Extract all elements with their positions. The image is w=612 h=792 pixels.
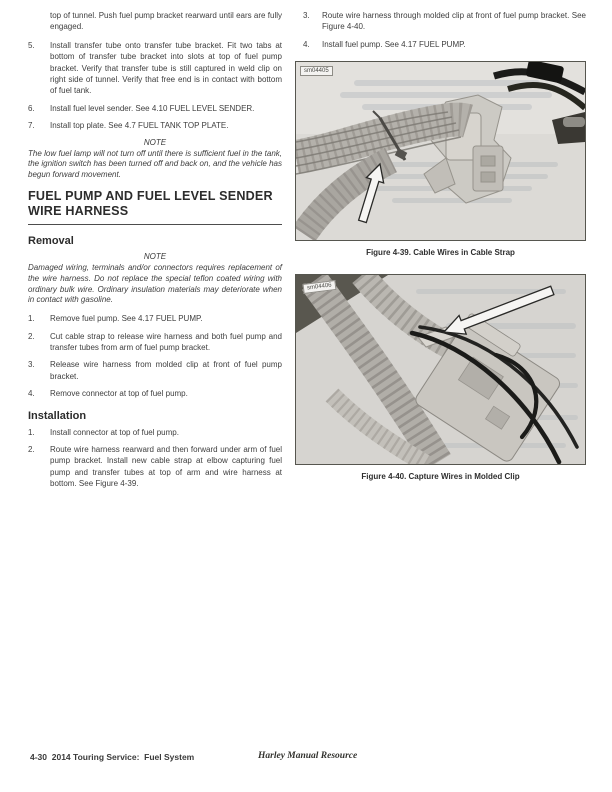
installation-step-2 (28, 444, 282, 490)
note-damaged-wiring: Damaged wiring, terminals and/or connectors requires replacement of the wire harness. Do not replace the special teflon coated wiring with ordinary bulk wire. Ordinary insulation materials may deteriorate when in contact with gasoline. (28, 263, 282, 305)
step-text: Route wire harness rearward and then forward under arm of fuel pump bracket. Install new cable strap at elbow capturing fuel pump and transfer tubes at top of arm and wire harness at bottom. See Figure 4-39. (50, 445, 282, 489)
removal-step-3 (28, 359, 282, 382)
step-text: Install transfer tube onto transfer tube bracket. Fit two tabs at bottom of transfer tube bracket into slots at top of fuel pump bracket. Verify that transfer tube is still captured in weld clip on right side of tunnel. Verify that free end is in contact with bottom of fuel tank. (50, 40, 282, 96)
step-continuation-paragraph: top of tunnel. Push fuel pump bracket rearward until ears are fully engaged. (50, 11, 282, 32)
removal-heading: Removal (28, 235, 74, 248)
step-text: Install fuel level sender. See 4.10 FUEL LEVEL SENDER. (50, 103, 255, 113)
figure-4-39-caption: Figure 4-39. Cable Wires in Cable Strap (366, 248, 515, 258)
left-column (28, 10, 282, 496)
install-step-5 (28, 40, 282, 97)
step-text: Remove connector at top of fuel pump. (50, 389, 188, 399)
removal-step-2 (28, 331, 282, 354)
step-number: 2. (28, 445, 35, 455)
footer-watermark: Harley Manual Resource (258, 751, 358, 761)
note-label: NOTE (143, 252, 167, 262)
install-step-6 (28, 103, 282, 114)
step-number: 2. (28, 331, 35, 341)
step-text: Install top plate. See 4.7 FUEL TANK TOP PLATE. (50, 121, 229, 131)
molded-clip-photo-illustration (296, 275, 585, 464)
footer-page-info: 4-30 2014 Touring Service: Fuel System (30, 752, 195, 762)
note-label: NOTE (143, 137, 167, 147)
step-text: Remove fuel pump. See 4.17 FUEL PUMP. (50, 314, 203, 324)
step-number: 5. (28, 40, 35, 50)
install-step-7 (28, 120, 282, 131)
step-number: 4. (28, 389, 35, 399)
note-low-fuel-lamp: The low fuel lamp will not turn off until there is sufficient fuel in the tank, the ignition switch has been turned off and back on, and the vehicle has begun forward movement. (28, 148, 282, 180)
removal-step-1 (28, 313, 282, 324)
step-number: 6. (28, 103, 35, 113)
figure-id-chip: sm04406 (303, 280, 337, 294)
removal-step-4 (28, 388, 282, 399)
figure-4-39-photo (295, 61, 586, 241)
step-number: 1. (28, 314, 35, 324)
step-number: 1. (28, 427, 35, 437)
right-column (295, 10, 586, 481)
figure-4-40-caption: Figure 4-40. Capture Wires in Molded Clip (361, 472, 520, 482)
installation-heading: Installation (28, 409, 87, 422)
step-text: Install connector at top of fuel pump. (50, 427, 179, 437)
step-number: 3. (303, 11, 310, 20)
installation-step-3 (295, 10, 586, 33)
step-text: Cut cable strap to release wire harness and both fuel pump and transfer tubes from arm of fuel pump bracket. (50, 331, 282, 353)
step-number: 3. (28, 360, 35, 370)
cable-strap-photo-illustration (296, 62, 585, 240)
section-heading-wire-harness: FUEL PUMP AND FUEL LEVEL SENDER WIRE HARNESS (28, 189, 282, 225)
installation-step-4 (295, 39, 586, 50)
step-text: Route wire harness through molded clip at front of fuel pump bracket. See Figure 4-40. (322, 11, 586, 32)
step-number: 4. (303, 39, 310, 49)
step-text: Install fuel pump. See 4.17 FUEL PUMP. (322, 39, 466, 49)
step-text: Release wire harness from molded clip at front of fuel pump bracket. (50, 360, 282, 381)
step-number: 7. (28, 121, 35, 131)
installation-step-1 (28, 427, 282, 438)
figure-4-40-photo (295, 274, 586, 465)
figure-id-chip: sm04405 (300, 66, 333, 76)
